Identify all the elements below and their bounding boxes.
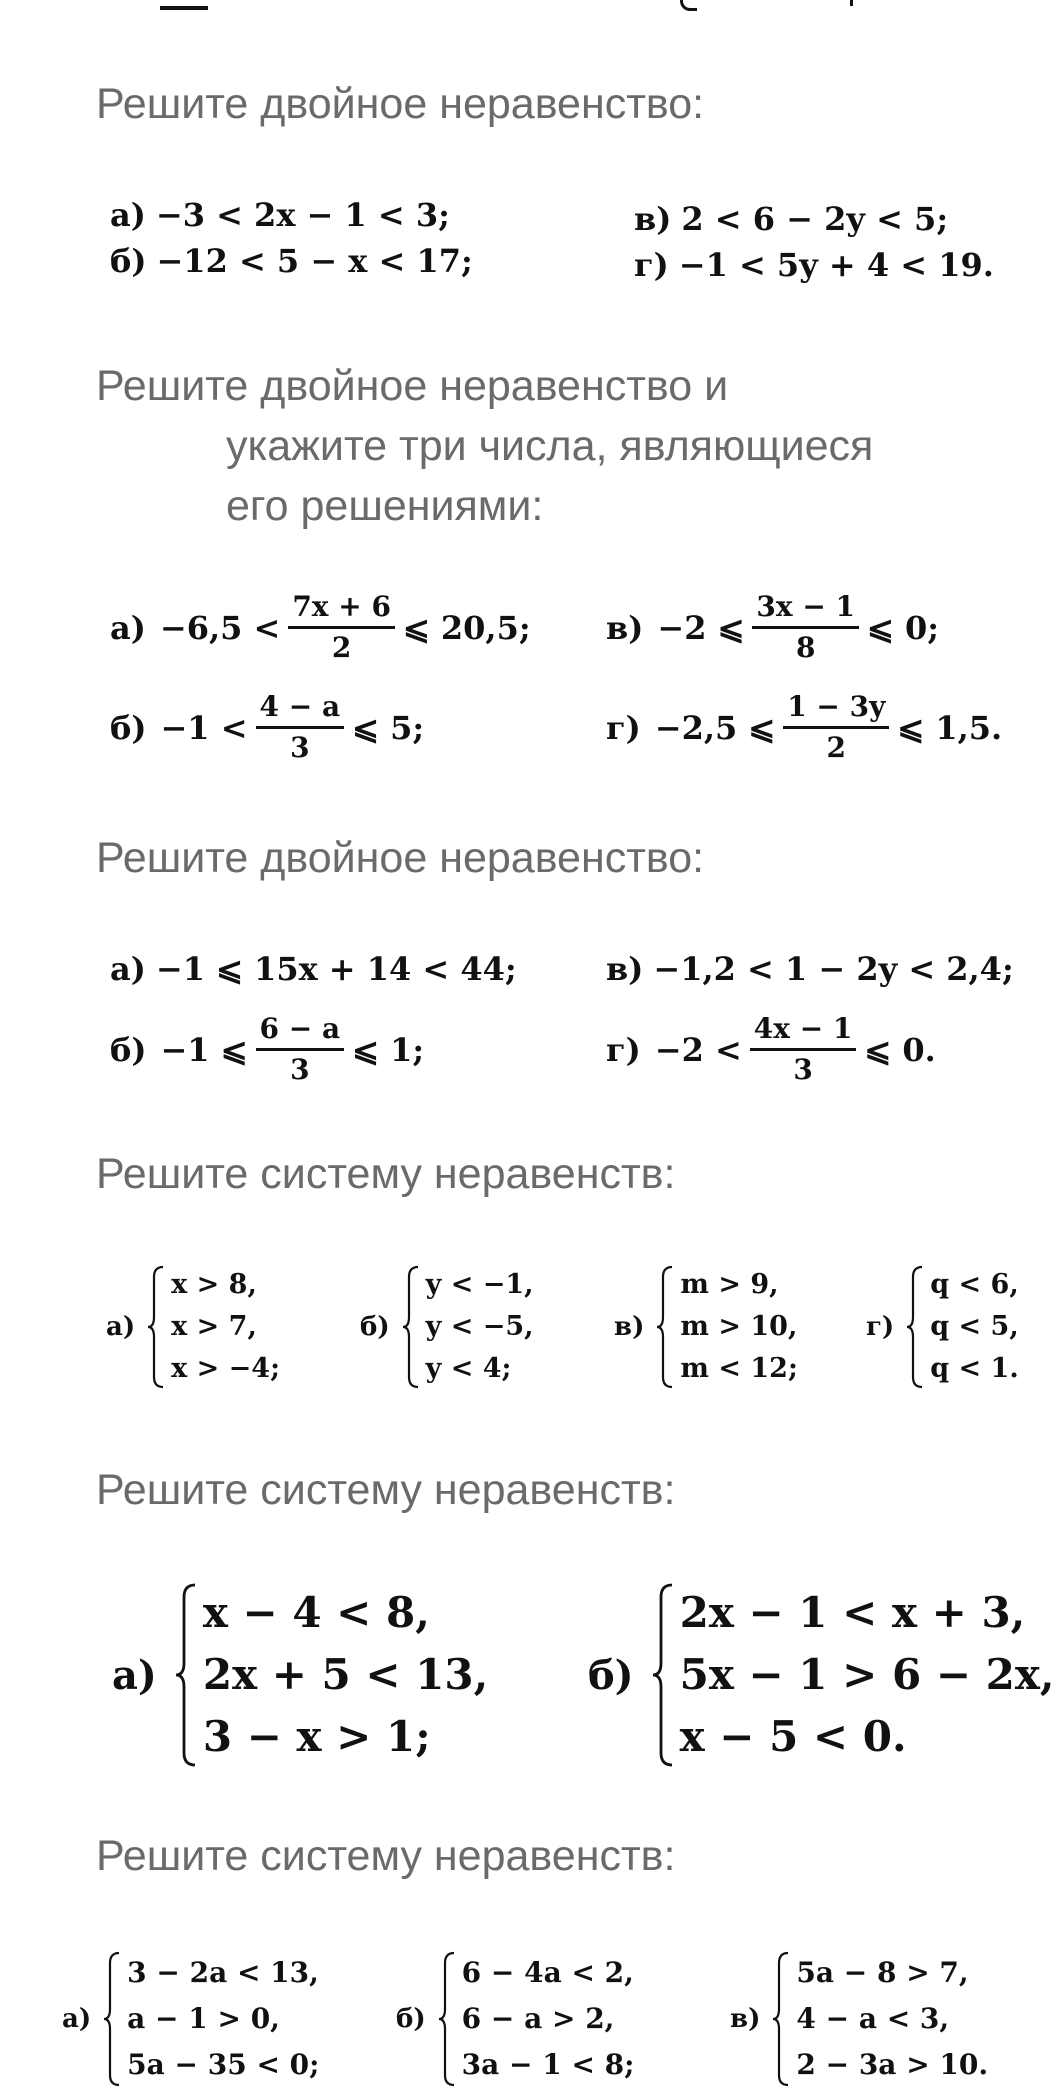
- brace-icon: [652, 1583, 674, 1767]
- section3-item-g: г) −2 < $\frac{4x - 1}{3}$ ⩽ 0.: [606, 1012, 936, 1086]
- section5-system-b: б) 2x − 1 < x + 3, 5x − 1 > 6 − 2x, x − 5 < 0.: [588, 1582, 1055, 1768]
- clipped-previous-content: [0, 0, 1059, 14]
- section6-system-b: б) 6 − 4a < 2, 6 − a > 2, 3a − 1 < 8;: [396, 1950, 635, 2088]
- fraction: $\frac{4 - a}{3}$: [256, 690, 345, 765]
- section3-item-b: б) −1 ⩽ $\frac{6 - a}{3}$ ⩽ 1;: [110, 1012, 425, 1086]
- fraction: $\frac{3x - 1}{8}$: [752, 590, 859, 665]
- section3-item-a: а) −1 ⩽ 15x + 14 < 44;: [110, 950, 517, 988]
- section3-item-v: в) −1,2 < 1 − 2y < 2,4;: [606, 950, 1014, 988]
- section2-item-v: в) −2 ⩽ $\frac{3x - 1}{8}$ ⩽ 0;: [606, 590, 940, 664]
- section4-system-v: в) m > 9, m > 10, m < 12;: [614, 1264, 798, 1390]
- section6-system-a: а) 3 − 2a < 13, a − 1 > 0, 5a − 35 < 0;: [62, 1950, 319, 2088]
- brace-icon: [438, 1951, 456, 2087]
- section4-heading: Решите систему неравенств:: [96, 1150, 676, 1198]
- brace-icon: [906, 1265, 924, 1389]
- section6-heading: Решите систему неравенств:: [96, 1832, 676, 1880]
- section3-heading: Решите двойное неравенство:: [96, 834, 705, 882]
- brace-icon: [147, 1265, 165, 1389]
- brace-icon: [175, 1583, 197, 1767]
- section2-item-a: а) −6,5 < $\frac{7x + 6}{2}$ ⩽ 20,5;: [110, 590, 531, 664]
- fraction: $\frac{4x - 1}{3}$: [750, 1012, 857, 1087]
- section5-heading: Решите систему неравенств:: [96, 1466, 676, 1514]
- section1-item-g: г) −1 < 5y + 4 < 19.: [634, 246, 994, 284]
- section1-item-a: а) −3 < 2x − 1 < 3;: [110, 196, 450, 234]
- section2-heading: Решите двойное неравенство и укажите три числа, являющиеся его решениями:: [96, 362, 874, 530]
- section1-item-b: б) −12 < 5 − x < 17;: [110, 242, 473, 280]
- section1-heading: Решите двойное неравенство:: [96, 80, 705, 128]
- fraction: $\frac{7x + 6}{2}$: [288, 590, 395, 665]
- section4-system-g: г) q < 6, q < 5, q < 1.: [866, 1264, 1019, 1390]
- section5-system-a: а) x − 4 < 8, 2x + 5 < 13, 3 − x > 1;: [112, 1582, 488, 1768]
- brace-icon: [103, 1951, 121, 2087]
- section2-item-g: г) −2,5 ⩽ $\frac{1 - 3y}{2}$ ⩽ 1,5.: [606, 690, 1003, 764]
- fraction: $\frac{6 - a}{3}$: [256, 1012, 345, 1087]
- section4-system-b: б) y < −1, y < −5, y < 4;: [360, 1264, 534, 1390]
- brace-icon: [656, 1265, 674, 1389]
- section6-system-v: в) 5a − 8 > 7, 4 − a < 3, 2 − 3a > 10.: [730, 1950, 988, 2088]
- brace-icon: [772, 1951, 790, 2087]
- brace-icon: [402, 1265, 420, 1389]
- section4-system-a: а) x > 8, x > 7, x > −4;: [106, 1264, 280, 1390]
- section1-item-v: в) 2 < 6 − 2y < 5;: [634, 200, 949, 238]
- section2-item-b: б) −1 < $\frac{4 - a}{3}$ ⩽ 5;: [110, 690, 425, 764]
- fraction: $\frac{1 - 3y}{2}$: [783, 690, 889, 765]
